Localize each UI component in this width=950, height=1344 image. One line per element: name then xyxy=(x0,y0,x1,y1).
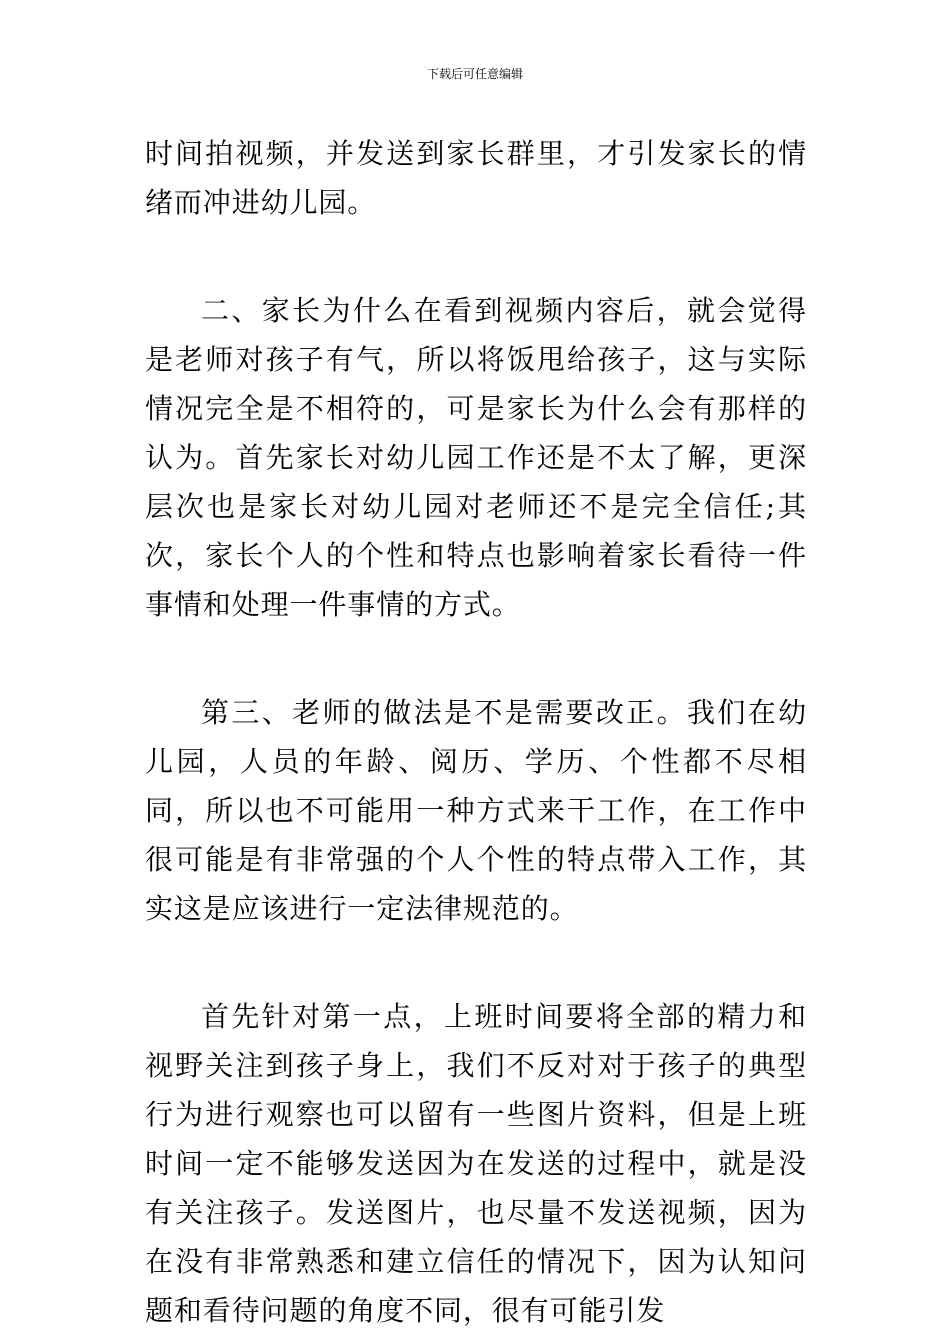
document-body xyxy=(145,129,807,1335)
paragraph-point-three: 第三、老师的做法是不是需要改正。我们在幼儿园，人员的年龄、阅历、学历、个性都不尽相同，所以也不可能用一种方式来干工作，在工作中很可能是有非常强的个人个性的特点带入工作，其实这是应该进行一定法律规范的。 xyxy=(145,696,807,925)
paragraph-continuation: 时间拍视频，并发送到家长群里，才引发家长的情绪而冲进幼儿园。 xyxy=(145,137,807,219)
page-header: 下载后可任意编辑 xyxy=(426,67,523,81)
paragraph-point-two: 二、家长为什么在看到视频内容后，就会觉得是老师对孩子有气，所以将饭甩给孩子，这与实际情况完全是不相符的，可是家长为什么会有那样的认为。首先家长对幼儿园工作还是不太了解，更深层次也是家长对幼儿园对老师还不是完全信任;其次，家长个人的个性和特点也影响着家长看待一件事情和处理一件事情的方式。 xyxy=(145,294,807,621)
paragraph-first-point-response: 首先针对第一点，上班时间要将全部的精力和视野关注到孩子身上，我们不反对对于孩子的典型行为进行观察也可以留有一些图片资料，但是上班时间一定不能够发送因为在发送的过程中，就是没有关注孩子。发送图片，也尽量不发送视频，因为在没有非常熟悉和建立信任的情况下，因为认知问题和看待问题的角度不同，很有可能引发 xyxy=(145,1000,807,1327)
